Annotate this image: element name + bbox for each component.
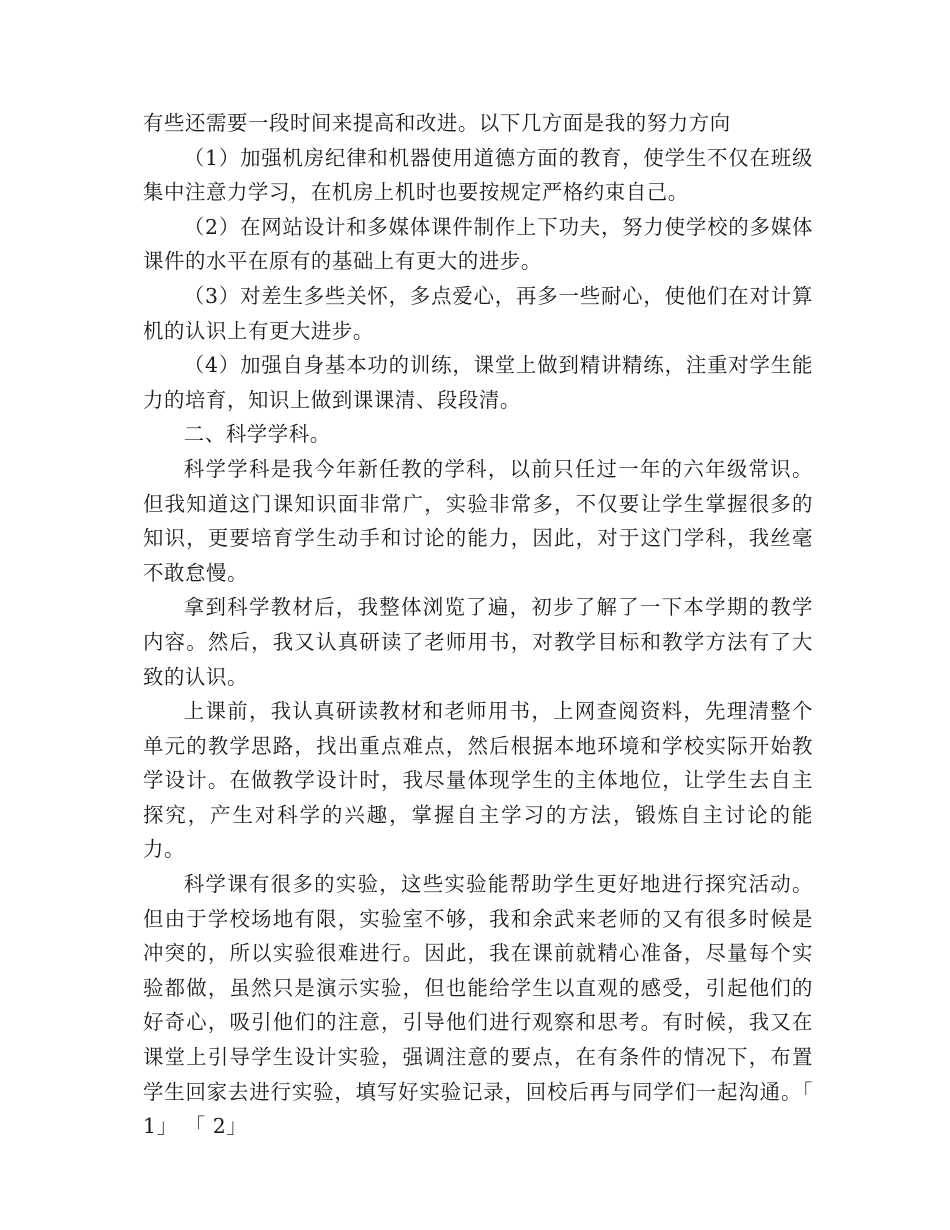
document-body xyxy=(143,106,813,1144)
paragraph-item-2: （2）在网站设计和多媒体课件制作上下功夫，努力使学校的多媒体课件的水平在原有的基础上有更大的进步。 xyxy=(143,214,813,274)
section-heading-science: 二、科学学科。 xyxy=(183,422,331,447)
paragraph-item-4: （4）加强自身基本功的训练，课堂上做到精讲精练，注重对学生能力的培育，知识上做到课课清、段段清。 xyxy=(143,353,813,412)
paragraph-science-intro: 科学学科是我今年新任教的学科，以前只任过一年的六年级常识。但我知道这门课知识面非常广，实验非常多，不仅要让学生掌握很多的知识，更要培育学生动手和讨论的能力，因此，对于这门学科，我丝毫不敢怠慢。 xyxy=(143,456,813,585)
paragraph-experiments: 科学课有很多的实验，这些实验能帮助学生更好地进行探究活动。但由于学校场地有限，实验室不够，我和余武来老师的又有很多时候是冲突的，所以实验很难进行。因此，我在课前就精心准备，尽量每个实验都做，虽然只是演示实验，但也能给学生以直观的感受，引起他们的好奇心，吸引他们的注意，引导他们进行观察和思考。有时候，我又在课堂上引导学生设计实验，强调注意的要点，在有条件的情况下，布置学生回家去进行实验，填写好实验记录，回校后再与同学们一起沟通。「 1」 「 2」 xyxy=(143,872,813,1139)
paragraph-intro: 有些还需要一段时间来提高和改进。以下几方面是我的努力方向 xyxy=(143,111,731,135)
paragraph-lesson-prep: 上课前，我认真研读教材和老师用书，上网查阅资料，先理清整个单元的教学思路，找出重点难点，然后根据本地环境和学校实际开始教学设计。在做教学设计时，我尽量体现学生的主体地位，让学生去自主探究，产生对科学的兴趣，掌握自主学习的方法，锻炼自主讨论的能力。 xyxy=(143,699,813,862)
paragraph-item-3: （3）对差生多些关怀，多点爱心，再多一些耐心，使他们在对计算机的认识上有更大进步。 xyxy=(143,283,813,343)
paragraph-item-1: （1）加强机房纪律和机器使用道德方面的教育，使学生不仅在班级集中注意力学习，在机房上机时也要按规定严格约束自己。 xyxy=(143,145,813,205)
paragraph-textbook: 拿到科学教材后，我整体浏览了遍，初步了解了一下本学期的教学内容。然后，我又认真研读了老师用书，对教学目标和教学方法有了大致的认识。 xyxy=(143,595,813,689)
